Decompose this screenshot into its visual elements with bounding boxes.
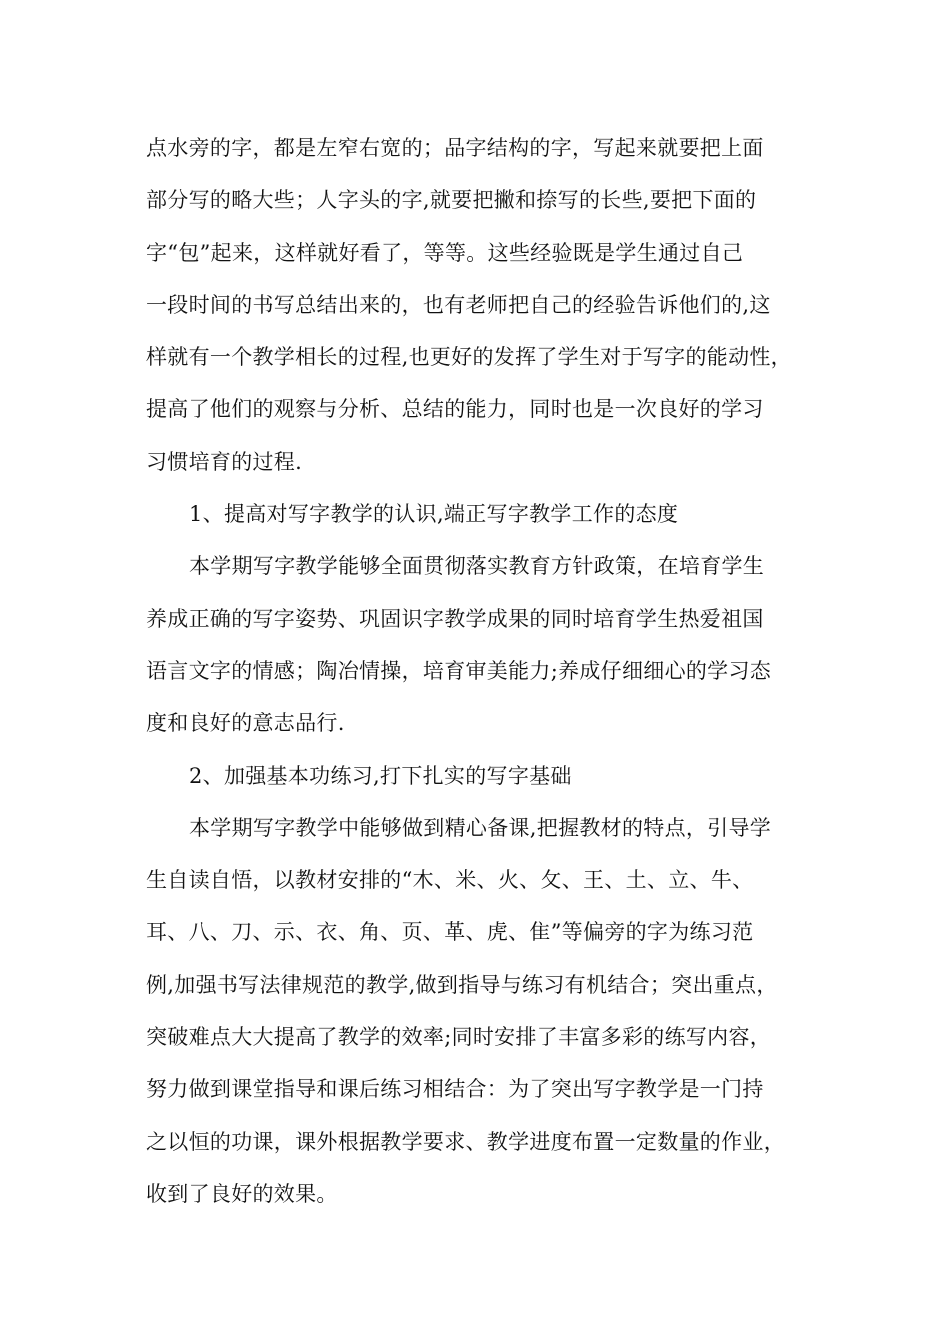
text-line: 例,加强书写法律规范的教学,做到指导与练习有机结合；突出重点， [146, 972, 778, 997]
section-heading-2: 2、加强基本功练习,打下扎实的写字基础 [189, 763, 572, 788]
paragraph-start-line: 本学期写字教学能够全面贯彻落实教育方针政策，在培育学生 [189, 554, 765, 579]
document-body [146, 128, 826, 1226]
text-line: 语言文字的情感；陶冶情操，培育审美能力;养成仔细细心的学习态 [146, 658, 772, 683]
text-line: 突破难点大大提高了教学的效率;同时安排了丰富多彩的练写内容， [146, 1025, 772, 1050]
text-line: 字“包”起来，这样就好看了，等等。这些经验既是学生通过自己 [146, 240, 744, 265]
text-line: 收到了良好的效果。 [146, 1181, 338, 1206]
text-line: 样就有一个教学相长的过程,也更好的发挥了学生对于写字的能动性， [146, 345, 792, 370]
text-line: 之以恒的功课，课外根据教学要求、教学进度布置一定数量的作业， [146, 1129, 785, 1154]
text-line: 一段时间的书写总结出来的，也有老师把自己的经验告诉他们的,这 [146, 292, 771, 317]
text-line: 提高了他们的观察与分析、总结的能力，同时也是一次良好的学习 [146, 397, 764, 422]
text-line: 养成正确的写字姿势、巩固识字教学成果的同时培育学生热爱祖国 [146, 606, 764, 631]
text-line: 习惯培育的过程. [146, 449, 303, 474]
text-line: 耳、八、刀、示、衣、角、页、革、虎、隹”等偏旁的字为练习范 [146, 920, 754, 945]
text-line: 点水旁的字，都是左窄右宽的；品字结构的字，写起来就要把上面 [146, 136, 764, 160]
text-line: 生自读自悟，以教材安排的“木、米、火、攵、王、土、立、牛、 [146, 868, 754, 893]
text-line: 度和良好的意志品行. [146, 711, 345, 736]
text-line: 努力做到课堂指导和课后练习相结合：为了突出写字教学是一门持 [146, 1077, 764, 1102]
text-line: 部分写的略大些；人字头的字,就要把撇和捺写的长些,要把下面的 [146, 188, 757, 213]
section-heading-1: 1、提高对写字教学的认识,端正写字教学工作的态度 [189, 502, 679, 527]
paragraph-start-line: 本学期写字教学中能够做到精心备课,把握教材的特点，引导学 [189, 815, 772, 840]
